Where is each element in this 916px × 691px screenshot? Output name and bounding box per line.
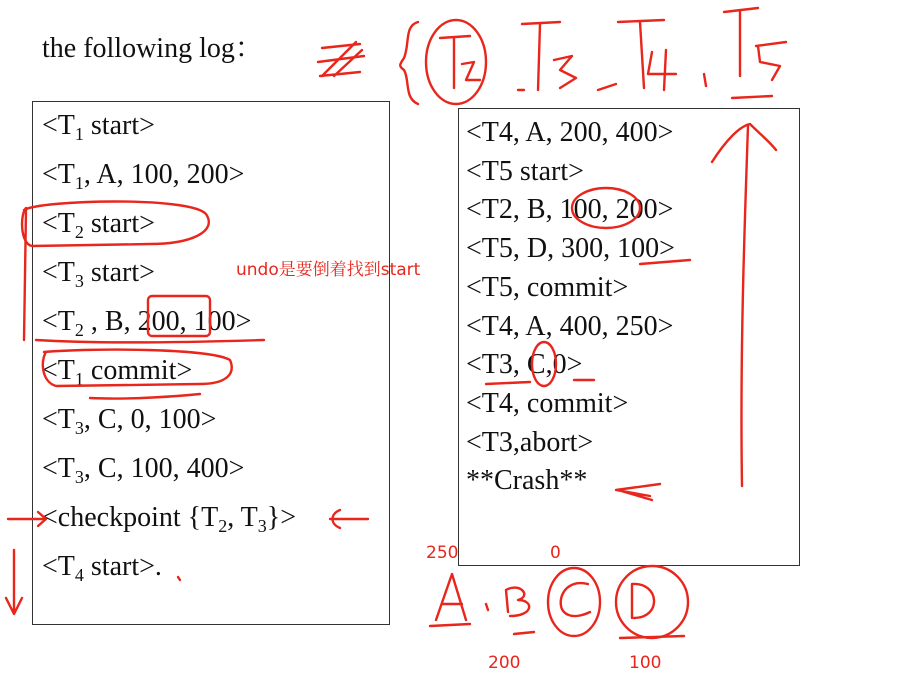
right-log-line: <T5 start> [466,155,584,187]
log-text: <T [42,208,75,239]
subscript: 3 [74,418,84,438]
letter-t2 [440,36,480,88]
subscript: 3 [74,271,84,291]
undo-note: undo是要倒着找到start [236,260,421,280]
log-text: , C, 100, 400> [83,453,245,484]
left-log-line [42,110,155,145]
log-text: , C, 0, 100> [83,404,217,435]
subscript: 3 [74,467,84,487]
subscript: 1 [74,173,84,193]
log-text: , B, 200, 100> [83,306,252,337]
left-log-line [42,257,155,292]
log-text: }> [266,502,297,533]
log-text: <T [42,551,75,582]
letter-t3 [518,22,576,90]
log-text: <T [42,355,75,386]
log-text: <T [42,257,75,288]
left-log-line [42,404,216,439]
right-log-line: <T5, commit> [466,271,629,303]
subscript: 1 [74,369,84,389]
log-text: <T [42,159,75,190]
log-text: , A, 100, 200> [83,159,245,190]
letter-c-bottom [561,583,590,616]
circle-d-bottom [616,566,688,638]
subscript: 3 [257,516,267,536]
subscript: 1 [74,124,84,144]
page-title: the following log： [42,33,263,64]
right-log-line: <T4, A, 200, 400> [466,117,674,148]
circle-c-bottom [548,568,600,636]
letter-t5 [724,8,786,98]
left-log-line [42,355,192,390]
value-d-label: 100 [629,653,662,673]
subscript: 4 [74,565,84,585]
value-c-label: 0 [550,543,561,563]
right-log-line: <T3, C,0> [466,349,583,381]
value-b-label: 200 [488,653,521,673]
scribble-crossout [318,42,364,76]
right-log-line: <T5, D, 300, 100> [466,233,675,265]
log-text: start> [83,110,155,141]
log-text: <T [42,453,75,484]
subscript: 2 [74,320,84,340]
left-log-line [42,306,251,341]
left-log-line [42,453,244,488]
log-text: , T [227,502,258,533]
log-text: start> [83,257,155,288]
left-vertical-line [24,210,26,340]
log-text: start> [83,208,155,239]
letter-d-bottom [620,584,684,638]
letter-b [506,588,534,634]
right-log-line: <T4, commit> [466,387,629,419]
left-log-line [42,208,155,243]
right-log-line: **Crash** [466,465,588,497]
left-log-line [42,502,296,537]
log-text: <T [42,306,75,337]
log-text: start>. [83,551,162,582]
comma-1 [486,604,488,610]
subscript: 2 [74,222,84,242]
log-text: <checkpoint {T [42,502,219,533]
log-text: <T [42,110,75,141]
subscript: 2 [218,516,228,536]
left-log-line [42,159,244,194]
right-log-line: <T4, A, 400, 250> [466,310,674,342]
value-a-label: 250 [426,543,459,563]
brace-mark [400,22,418,104]
log-text: commit> [83,355,193,386]
letter-t4 [598,20,706,90]
down-arrow [6,550,22,614]
circle-t2 [426,20,486,104]
log-text: <T [42,404,75,435]
right-log-line: <T3,abort> [466,426,594,458]
right-log-line: <T2, B, 100, 200> [466,194,674,226]
letter-a [430,574,470,626]
left-log-line [42,551,162,586]
